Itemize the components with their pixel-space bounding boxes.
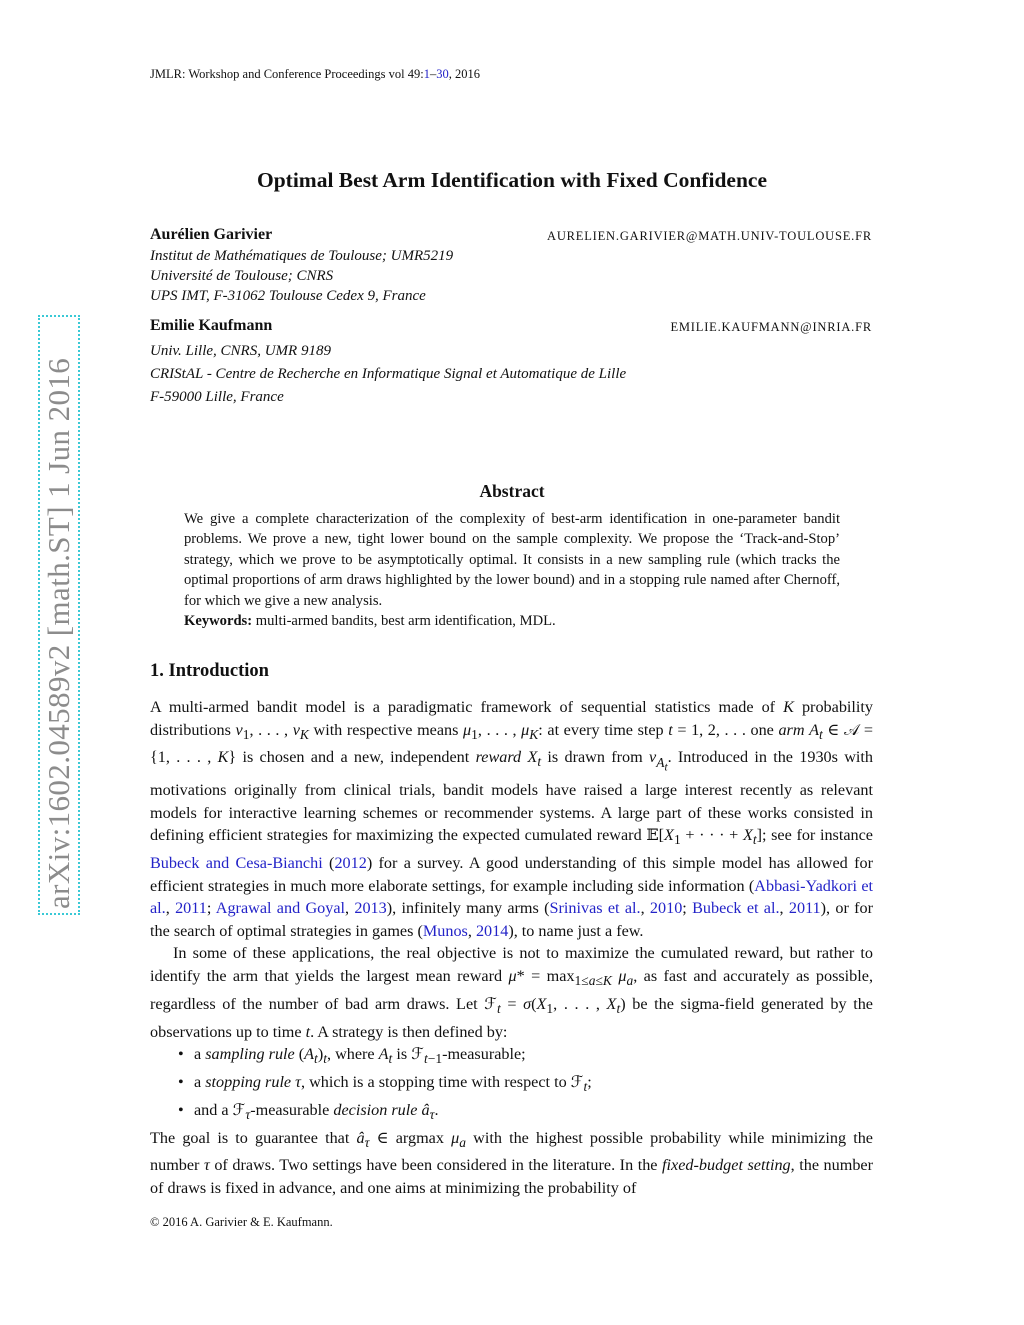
citation-year[interactable]: 2010	[649, 899, 683, 918]
introduction-body	[150, 696, 873, 1200]
first-page-link[interactable]: 1	[423, 67, 430, 81]
paragraph-2: In some of these applications, the real objective is not to maximize the cumulated reward, but rather to identify the arm that yields the largest mean reward $\mu* = \max_{1\le a\le K} \mu_a$, as fast and accurately as possible, regardless of the number of bad arm draws. Let ℱ$_t$ = $\sigma(X_1$, . . . , $X_t$) be the sigma-field generated by the observations up to time t. A strategy is then defined by:	[150, 944, 873, 1041]
author-email-2[interactable]: EMILIE.KAUFMANN@INRIA.FR	[670, 320, 872, 334]
citation-year[interactable]: 2011	[175, 899, 207, 918]
copyright-footer: © 2016 A. Garivier & E. Kaufmann.	[150, 1215, 333, 1229]
author-email-1[interactable]: AURELIEN.GARIVIER@MATH.UNIV-TOULOUSE.FR	[547, 229, 872, 243]
citation-year[interactable]: 2012	[334, 853, 367, 872]
citation-bubeck-cesa-bianchi[interactable]: Bubeck and Cesa-Bianchi	[150, 853, 323, 872]
abstract-heading: Abstract	[479, 481, 545, 501]
list-item: • a sampling rule $(A_t)_t$, where $A_t$ is ℱ$_{t-1}$-measurable;	[178, 1045, 526, 1067]
author-affiliation-1: Institut de Mathématiques de Toulouse; UMR5219 Université de Toulouse; CNRS UPS IMT, F-31062 Toulouse Cedex 9, France	[150, 248, 454, 304]
keywords: Keywords: multi-armed bandits, best arm identification, MDL.	[184, 613, 556, 630]
strategy-list	[150, 1043, 873, 1126]
running-header: JMLR: Workshop and Conference Proceedings vol 49:1–30, 2016	[150, 67, 480, 81]
citation-abbasi-yadkori[interactable]: Abbasi-Yadkori et al.	[150, 876, 873, 918]
author-affiliation-2: Univ. Lille, CNRS, UMR 9189 CRIStAL - Centre de Recherche en Informatique Signal et Automatique de Lille F-59000 Lille, France	[150, 343, 627, 405]
author-name-2: Emilie Kaufmann	[150, 317, 273, 334]
paragraph-3: The goal is to guarantee that $â_\tau$ ∈ argmax $\mu_a$ with the highest possible probability while minimizing the number τ of draws. Two settings have been considered in the literature. In the fixed-budget setting, the number of draws is fixed in advance, and one aims at minimizing the probability of	[150, 1128, 873, 1198]
citation-agrawal-goyal[interactable]: Agrawal and Goyal	[215, 899, 346, 918]
last-page-link[interactable]: 30	[436, 67, 449, 81]
list-item: • and a ℱ$_\tau$-measurable decision rule $â_\tau$.	[178, 1100, 439, 1123]
abstract-body: We give a complete characterization of the complexity of best-arm identification in one-parameter bandit problems. We prove a new, tight lower bound on the sample complexity. We propose the ‘Track-and-Stop’ strategy, which we prove to be asymptotically optimal. It consists in a new sampling rule (which tracks the optimal proportions of arm draws highlighted by the lower bound) and in a stopping rule named after Chernoff, for which we give a new analysis. Keywords: multi-armed bandits, best arm identification, MDL.	[184, 509, 840, 631]
citation-year[interactable]: 2011	[788, 899, 821, 918]
author-name-1: Aurélien Garivier	[150, 226, 273, 243]
citation-srinivas[interactable]: Srinivas et al.	[549, 899, 641, 918]
citation-year[interactable]: 2013	[354, 899, 387, 918]
citation-munos[interactable]: Munos	[422, 921, 468, 940]
section-heading-introduction: 1. Introduction	[150, 661, 269, 681]
citation-year[interactable]: 2014	[475, 921, 509, 940]
paper-title: Optimal Best Arm Identification with Fixed Confidence	[256, 168, 767, 192]
citation-bubeck[interactable]: Bubeck et al.	[692, 899, 780, 918]
paragraph-1: A multi-armed bandit model is a paradigmatic framework of sequential statistics made of K probability distributions $\nu_1$, . . . , $\nu_K$ with respective means $\mu_1$, . . . , $\mu_K$: at every time step t = 1, 2, . . . one arm $A_t$ ∈ 𝒜 = {1, . . . , K} is chosen and a new, independent reward $X_t$ is drawn from $\nu_{A_t}$. Introduced in the 1930s with motivations originally from clinical trials, bandit models have raised a large interest recently as relevant models for interactive learning schemes or recommender systems. A large part of these works consisted in defining efficient strategies for maximizing the expected cumulated reward $𝔼[X_1$ + · · · + $X_t$]; see for instance Bubeck and Cesa-Bianchi (2012) for a survey. A good understanding of this simple model has allowed for efficient strategies in much more elaborate settings, for example including side information (Abbasi-Yadkori et al., 2011; Agrawal and Goyal, 2013), infinitely many arms (Srinivas et al., 2010; Bubeck et al., 2011), or for the search of optimal strategies in games (Munos, 2014), to name just a few.	[150, 698, 874, 940]
arxiv-stamp: arXiv:1602.04589v2 [math.ST] 1 Jun 2016	[38, 315, 80, 915]
list-item: • a stopping rule τ, which is a stopping time with respect to ℱ$_t$;	[178, 1073, 592, 1095]
